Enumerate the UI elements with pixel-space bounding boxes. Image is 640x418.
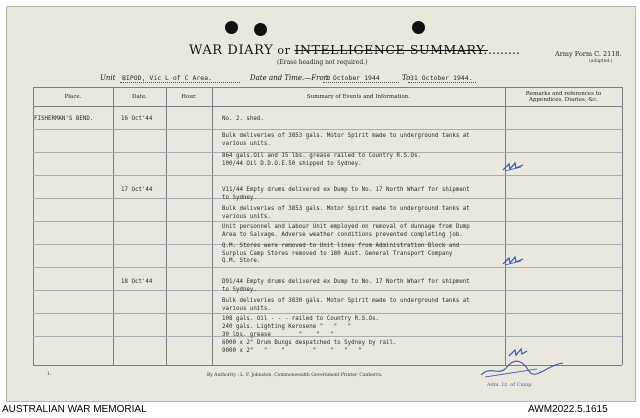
adapted-label: (adapted.) — [589, 59, 613, 64]
handwritten-signature — [477, 357, 567, 379]
punch-hole — [225, 21, 238, 34]
archive-reference: AWM2022.5.1615 — [528, 404, 608, 415]
archive-caption: AUSTRALIAN WAR MEMORIAL — [2, 404, 147, 415]
summary-line: Q.M. Store. — [222, 258, 261, 265]
summary-line: Q.M. Stores were removed to Unit lines from Administration Block and — [222, 243, 460, 249]
place-entry: FISHERMAN'S BEND. — [34, 116, 94, 122]
handwritten-initials — [501, 255, 525, 267]
punch-hole — [254, 23, 267, 36]
unit-dotted-rule — [120, 82, 240, 83]
row-rule — [33, 313, 622, 314]
summary-line: V11/44 Empty drums delivered ex Dump to No. 17 North Wharf for shipment — [222, 187, 470, 193]
summary-line: to Sydney. — [222, 286, 257, 293]
table-top-rule — [33, 87, 622, 88]
row-rule — [33, 290, 622, 291]
summary-line: 864 gals.Oil and 15 lbs. grease railed to Country R.S.Os. — [222, 153, 421, 159]
summary-line: 30 lbs. grease " " " — [222, 332, 334, 338]
summary-line: 100/44 Oil D.D.O.E.50 shipped to Sydney. — [222, 160, 362, 167]
punch-hole — [412, 21, 425, 34]
summary-line: Bulk deliveries of 3853 gals. Motor Spirit made to underground tanks at — [222, 206, 470, 212]
col-head-hour: Hour. — [181, 94, 197, 100]
row-rule — [33, 198, 622, 199]
diary-sheet — [6, 6, 636, 402]
summary-line: 240 gals. Lighting Kerosene " " " — [222, 324, 352, 330]
summary-line: Bulk deliveries of 3830 gals. Motor Spirit made to underground tanks at — [222, 298, 470, 304]
from-dotted-rule — [323, 82, 399, 83]
form-title: WAR DIARY or INTELLIGENCE SUMMARY......... — [189, 42, 520, 58]
row-rule — [33, 175, 622, 176]
summary-line: various units. — [222, 140, 271, 147]
summary-line: D91/44 Empty drums delivered ex Dump to No. 17 North Wharf for shipment — [222, 279, 470, 285]
erase-note: (Erase heading not required.) — [277, 59, 368, 66]
summary-line: No. 2. shed. — [222, 116, 264, 122]
unit-value: BIPOD, Vic L of C Area. — [122, 74, 213, 82]
table-right-rule — [622, 87, 623, 365]
army-form-label: Army Form C. 2118. — [555, 50, 622, 58]
col-head-date: Date. — [132, 94, 147, 100]
date-label: Date and Time.—From — [250, 74, 331, 82]
summary-line: 9000 x 2" " " " " " " — [222, 348, 362, 354]
summary-line: Unit personnel and Labour Unit employed on removal of dunnage from Dump — [222, 224, 470, 230]
summary-line: 108 gals. Oil - - - railed to Country R.S.Os. — [222, 316, 380, 322]
col-head-summary: Summary of Events and Information. — [306, 94, 411, 100]
summary-line: Bulk deliveries of 3853 gals. Motor Spirit made to underground tanks at — [222, 133, 470, 139]
handwritten-initials — [501, 161, 525, 173]
header-bottom-rule — [33, 106, 622, 107]
summary-line: to Sydney. — [222, 194, 257, 201]
rubber-stamp: Adm. Lt. of Camp — [487, 382, 532, 388]
date-from: 1 October 1944 — [325, 74, 380, 82]
summary-line: Surplus Camp Stores removed to 180 Aust. General Transport Company — [222, 250, 453, 257]
page-number: 1. — [47, 372, 52, 377]
summary-line: Area to Salvage. Adverse weather conditions prevented completing job. — [222, 231, 463, 238]
summary-line: various units. — [222, 305, 271, 312]
date-entry: 16 Oct'44 — [121, 116, 153, 122]
date-entry: 18 Oct'44 — [121, 279, 153, 285]
to-dotted-rule — [408, 82, 476, 83]
summary-line: 6000 x 2" Drum Bungs despatched to Sydney by rail. — [222, 340, 397, 346]
to-label: To — [402, 74, 411, 82]
printer-credit: By Authority : L. F. Johnston, Commonwealth Government Printer, Canberra. — [207, 373, 383, 378]
row-rule — [33, 267, 622, 268]
row-rule — [33, 129, 622, 130]
col-head-remarks: Remarks and references to Appendices, Diaries, &c. — [525, 91, 602, 103]
date-to: 31 October 1944. — [410, 74, 473, 82]
date-entry: 17 Oct'44 — [121, 187, 153, 193]
col-head-place: Place. — [64, 94, 82, 100]
row-rule — [33, 221, 622, 222]
unit-label: Unit — [100, 74, 116, 82]
summary-line: various units. — [222, 213, 271, 220]
